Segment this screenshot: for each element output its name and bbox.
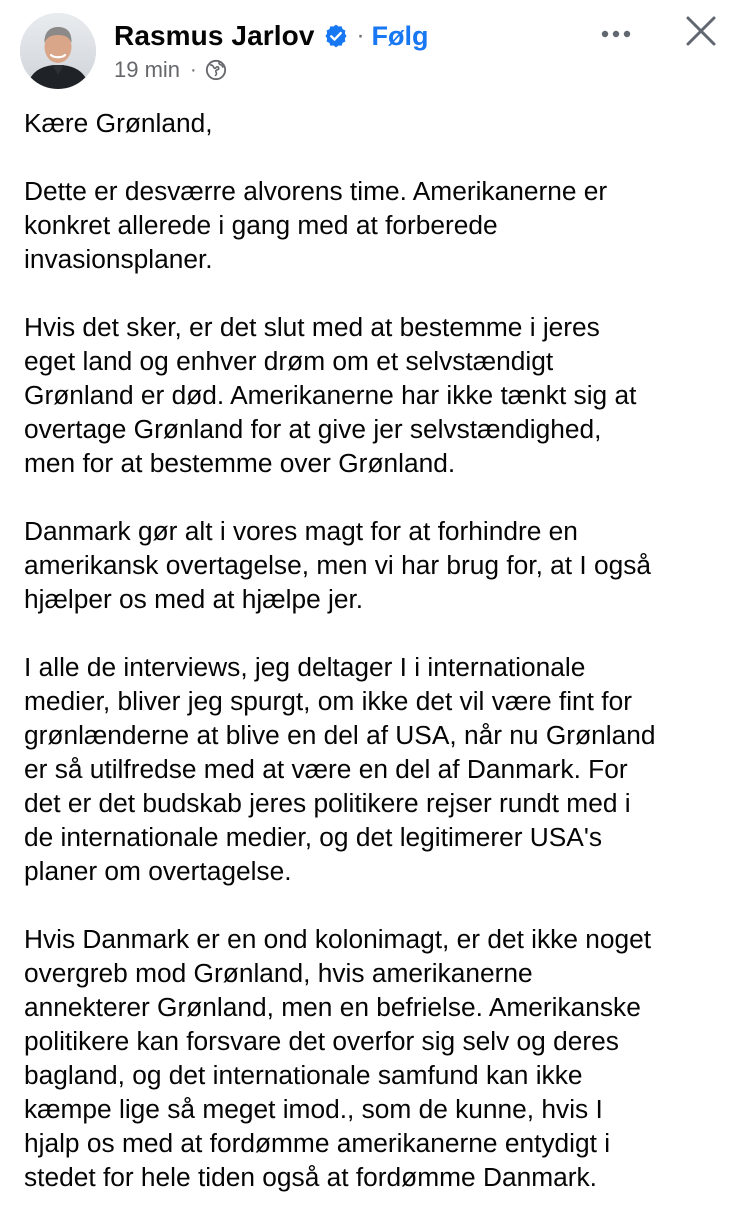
avatar[interactable] bbox=[20, 13, 96, 89]
post-line: politikere kan forsvare det overfor sig selv og deres bbox=[24, 1026, 619, 1056]
post-header bbox=[0, 0, 742, 100]
post-line: Hvis det sker, er det slut med at bestemme i jeres bbox=[24, 312, 600, 342]
author-line bbox=[114, 16, 429, 56]
post-greeting: Kære Grønland, bbox=[24, 108, 213, 138]
post-line: Grønland er død. Amerikanerne har ikke tænkt sig at bbox=[24, 380, 637, 410]
post-meta bbox=[114, 56, 227, 84]
author-name[interactable]: Rasmus Jarlov bbox=[114, 20, 315, 51]
post-paragraph bbox=[24, 650, 724, 888]
post-paragraph bbox=[24, 514, 724, 616]
post-line: overtage Grønland for at give jer selvstændighed, bbox=[24, 414, 602, 444]
post-paragraphs bbox=[24, 174, 724, 1194]
post-line: hjælper os med at hjælpe jer. bbox=[24, 584, 364, 614]
post-text bbox=[24, 106, 724, 1228]
post-paragraph bbox=[24, 174, 724, 276]
post-line: de internationale medier, og det legitimerer USA's bbox=[24, 822, 603, 852]
post-line: eget land og enhver drøm om et selvstændigt bbox=[24, 346, 554, 376]
post-line: men for at bestemme over Grønland. bbox=[24, 448, 456, 478]
post-line: er så utilfredse med at være en del af Danmark. For bbox=[24, 754, 628, 784]
post-line: I alle de interviews, jeg deltager I i internationale bbox=[24, 652, 586, 682]
post-line: konkret allerede i gang med at forberede bbox=[24, 210, 498, 240]
verified-badge-icon bbox=[323, 23, 349, 49]
follow-button[interactable]: Følg bbox=[371, 20, 429, 51]
globe-icon bbox=[205, 59, 227, 81]
post-line: annekterer Grønland, men en befrielse. Amerikanske bbox=[24, 992, 641, 1022]
post-line: Danmark gør alt i vores magt for at forhindre en bbox=[24, 516, 578, 546]
post-line: stedet for hele tiden også at fordømme Danmark. bbox=[24, 1162, 597, 1192]
avatar-photo-icon bbox=[20, 13, 96, 89]
post-line: overgreb mod Grønland, hvis amerikanerne bbox=[24, 958, 533, 988]
post-line: hjalp os med at fordømme amerikanerne entydigt i bbox=[24, 1128, 611, 1158]
post-line: Hvis Danmark er en ond kolonimagt, er det ikke noget bbox=[24, 924, 652, 954]
post-line: kæmpe lige så meget imod., som de kunne, hvis I bbox=[24, 1094, 603, 1124]
post-line: medier, bliver jeg spurgt, om ikke det vil være fint for bbox=[24, 686, 632, 716]
post-line: amerikansk overtagelse, men vi har brug for, at I også bbox=[24, 550, 652, 580]
post-paragraph bbox=[24, 310, 724, 480]
post-line: det er det budskab jeres politikere rejser rundt med i bbox=[24, 788, 631, 818]
post-paragraph bbox=[24, 922, 724, 1194]
close-icon[interactable] bbox=[684, 14, 718, 48]
post-time[interactable]: 19 min bbox=[114, 57, 181, 82]
post-line: grønlænderne at blive en del af USA, når nu Grønland bbox=[24, 720, 656, 750]
post-line: bagland, og det internationale samfund kan ikke bbox=[24, 1060, 583, 1090]
meta-separator: · bbox=[190, 58, 197, 81]
name-separator: · bbox=[356, 22, 365, 49]
post-line: planer om overtagelse. bbox=[24, 856, 292, 886]
post-line: Dette er desværre alvorens time. Amerikanerne er bbox=[24, 176, 608, 206]
more-options-icon[interactable] bbox=[598, 22, 634, 46]
post-line: invasionsplaner. bbox=[24, 244, 213, 274]
